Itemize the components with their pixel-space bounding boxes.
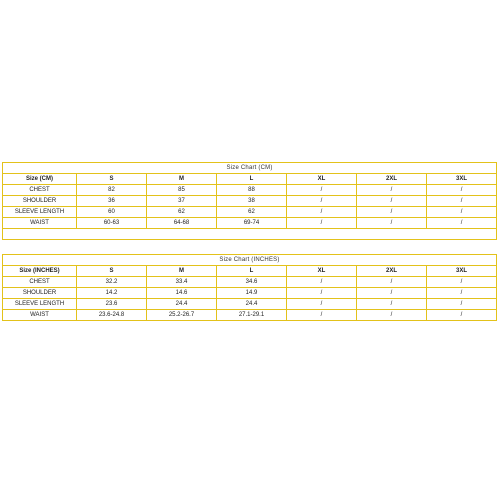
table-cell: 38	[217, 196, 287, 207]
table-row	[3, 185, 497, 196]
table-cell: 24.4	[147, 299, 217, 310]
header-cell: S	[77, 174, 147, 185]
table-cell: 64-68	[147, 218, 217, 229]
header-cell: L	[217, 266, 287, 277]
size-chart-cm-table	[2, 162, 497, 240]
row-label: SLEEVE LENGTH	[3, 207, 77, 218]
table-cell: /	[427, 196, 497, 207]
size-chart-inches-table	[2, 254, 497, 321]
table-cell: /	[287, 207, 357, 218]
table-cell: /	[287, 288, 357, 299]
table-cell: 60-63	[77, 218, 147, 229]
table-cell: /	[427, 288, 497, 299]
header-cell: Size (INCHES)	[3, 266, 77, 277]
table-cell: /	[357, 288, 427, 299]
row-label: WAIST	[3, 218, 77, 229]
table-cell: 24.4	[217, 299, 287, 310]
table-cell: /	[287, 299, 357, 310]
size-chart-inches-title: Size Chart (INCHES)	[3, 255, 497, 266]
header-cell: 3XL	[427, 174, 497, 185]
table-cell: /	[427, 310, 497, 321]
table-cell: 23.6	[77, 299, 147, 310]
table-cell: 62	[217, 207, 287, 218]
header-cell: Size (CM)	[3, 174, 77, 185]
header-cell: 2XL	[357, 174, 427, 185]
header-cell: 3XL	[427, 266, 497, 277]
table-cell: 25.2-26.7	[147, 310, 217, 321]
size-chart-inches-header-row	[3, 266, 497, 277]
row-label: CHEST	[3, 277, 77, 288]
table-cell: 82	[77, 185, 147, 196]
table-cell: 32.2	[77, 277, 147, 288]
table-row	[3, 196, 497, 207]
table-cell: 60	[77, 207, 147, 218]
header-cell: XL	[287, 174, 357, 185]
table-cell: 85	[147, 185, 217, 196]
table-cell: /	[287, 218, 357, 229]
table-row	[3, 310, 497, 321]
table-row	[3, 277, 497, 288]
header-cell: M	[147, 266, 217, 277]
empty-cell	[3, 229, 497, 240]
table-cell: /	[427, 277, 497, 288]
row-label: SHOULDER	[3, 196, 77, 207]
table-cell: /	[357, 299, 427, 310]
table-row	[3, 288, 497, 299]
header-cell: 2XL	[357, 266, 427, 277]
size-chart-cm-header-row	[3, 174, 497, 185]
table-cell: /	[357, 185, 427, 196]
table-row	[3, 218, 497, 229]
table-cell: 34.6	[217, 277, 287, 288]
header-cell: S	[77, 266, 147, 277]
table-cell: /	[357, 218, 427, 229]
table-cell: /	[427, 299, 497, 310]
table-cell: /	[287, 310, 357, 321]
row-label: SLEEVE LENGTH	[3, 299, 77, 310]
header-cell: XL	[287, 266, 357, 277]
table-cell: /	[357, 277, 427, 288]
row-label: CHEST	[3, 185, 77, 196]
size-chart-cm-title: Size Chart (CM)	[3, 163, 497, 174]
header-cell: L	[217, 174, 287, 185]
table-cell: /	[287, 196, 357, 207]
header-cell: M	[147, 174, 217, 185]
table-cell: /	[287, 185, 357, 196]
table-cell: 88	[217, 185, 287, 196]
table-cell: 33.4	[147, 277, 217, 288]
table-cell: /	[427, 218, 497, 229]
table-cell: /	[427, 207, 497, 218]
table-cell: 69-74	[217, 218, 287, 229]
row-label: SHOULDER	[3, 288, 77, 299]
table-cell: 27.1-29.1	[217, 310, 287, 321]
table-cell: 37	[147, 196, 217, 207]
table-cell: /	[357, 310, 427, 321]
table-cell: 14.6	[147, 288, 217, 299]
table-cell: /	[427, 185, 497, 196]
table-row	[3, 299, 497, 310]
table-cell: 14.9	[217, 288, 287, 299]
table-cell: /	[357, 207, 427, 218]
table-row	[3, 207, 497, 218]
row-label: WAIST	[3, 310, 77, 321]
table-cell: /	[287, 277, 357, 288]
table-cell: /	[357, 196, 427, 207]
empty-row	[3, 229, 497, 240]
table-cell: 14.2	[77, 288, 147, 299]
table-cell: 23.6-24.8	[77, 310, 147, 321]
table-cell: 62	[147, 207, 217, 218]
table-cell: 36	[77, 196, 147, 207]
